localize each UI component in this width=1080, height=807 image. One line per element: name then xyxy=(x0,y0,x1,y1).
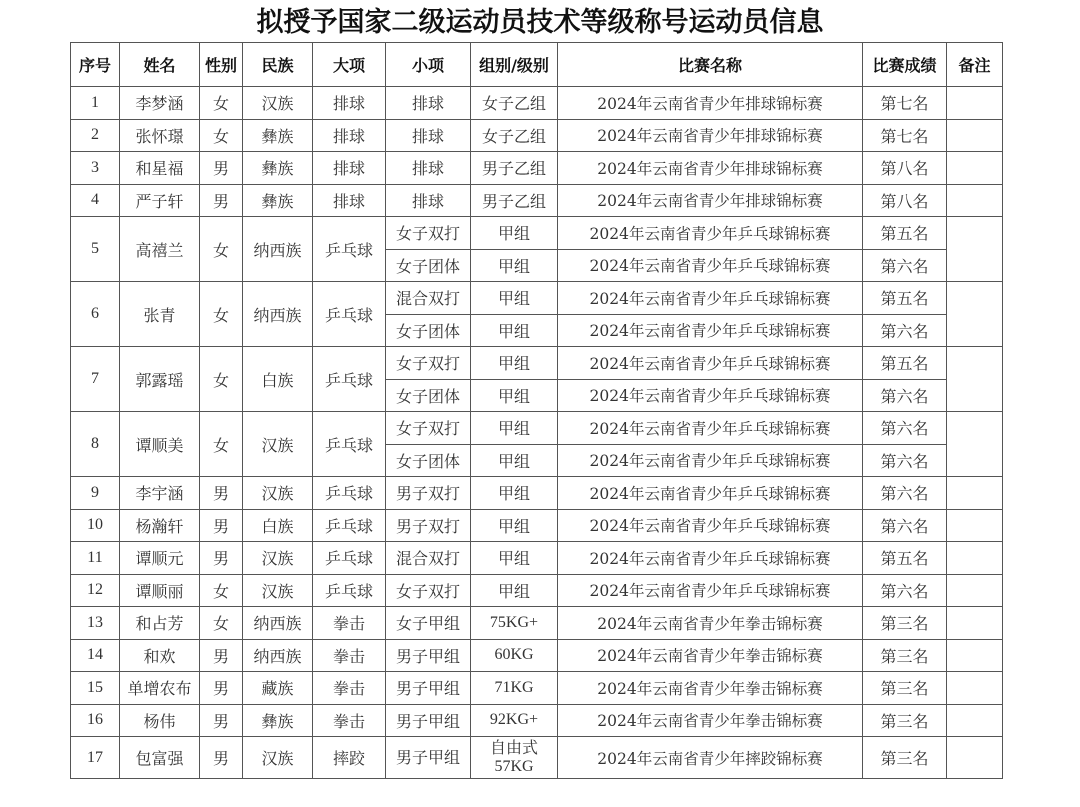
col-header-result: 比赛成绩 xyxy=(863,43,947,87)
table-row xyxy=(71,737,1003,779)
cell-ethnicity: 白族 xyxy=(243,509,313,542)
cell-result: 第三名 xyxy=(863,672,947,705)
cell-result: 第八名 xyxy=(863,184,947,217)
cell-ethnicity: 彝族 xyxy=(243,152,313,185)
cell-sport: 乒乓球 xyxy=(313,282,386,347)
cell-ethnicity: 彝族 xyxy=(243,184,313,217)
col-header-event: 小项 xyxy=(386,43,471,87)
cell-no: 16 xyxy=(71,704,120,737)
cell-remarks xyxy=(947,607,1003,640)
cell-gender: 女 xyxy=(200,607,243,640)
cell-remarks xyxy=(947,737,1003,779)
cell-event: 排球 xyxy=(386,87,471,120)
cell-no: 17 xyxy=(71,737,120,779)
cell-event: 男子甲组 xyxy=(386,639,471,672)
cell-ethnicity: 白族 xyxy=(243,347,313,412)
cell-event: 女子甲组 xyxy=(386,607,471,640)
table-row xyxy=(71,217,1003,250)
cell-competition: 2024年云南省青少年乒乓球锦标赛 xyxy=(558,282,863,315)
cell-no: 3 xyxy=(71,152,120,185)
cell-result: 第七名 xyxy=(863,119,947,152)
cell-event: 排球 xyxy=(386,184,471,217)
cell-name: 李宇涵 xyxy=(120,477,200,510)
cell-result: 第六名 xyxy=(863,314,947,347)
cell-remarks xyxy=(947,672,1003,705)
cell-sport: 乒乓球 xyxy=(313,542,386,575)
cell-name: 杨瀚轩 xyxy=(120,509,200,542)
cell-no: 8 xyxy=(71,412,120,477)
cell-sport: 拳击 xyxy=(313,672,386,705)
cell-remarks xyxy=(947,217,1003,282)
cell-no: 5 xyxy=(71,217,120,282)
cell-gender: 女 xyxy=(200,347,243,412)
cell-group: 男子乙组 xyxy=(471,152,558,185)
cell-event: 男子双打 xyxy=(386,509,471,542)
table-row xyxy=(71,477,1003,510)
cell-gender: 男 xyxy=(200,152,243,185)
cell-name: 杨伟 xyxy=(120,704,200,737)
cell-group: 甲组 xyxy=(471,542,558,575)
cell-group: 甲组 xyxy=(471,444,558,477)
table-row xyxy=(71,607,1003,640)
cell-event: 女子团体 xyxy=(386,249,471,282)
cell-name: 和星福 xyxy=(120,152,200,185)
cell-no: 10 xyxy=(71,509,120,542)
cell-remarks xyxy=(947,119,1003,152)
cell-gender: 男 xyxy=(200,477,243,510)
cell-event: 女子双打 xyxy=(386,217,471,250)
cell-event: 女子双打 xyxy=(386,412,471,445)
cell-competition: 2024年云南省青少年拳击锦标赛 xyxy=(558,704,863,737)
cell-sport: 乒乓球 xyxy=(313,574,386,607)
cell-competition: 2024年云南省青少年乒乓球锦标赛 xyxy=(558,249,863,282)
cell-ethnicity: 汉族 xyxy=(243,87,313,120)
cell-result: 第五名 xyxy=(863,282,947,315)
table-row xyxy=(71,704,1003,737)
cell-ethnicity: 汉族 xyxy=(243,477,313,510)
cell-result: 第六名 xyxy=(863,412,947,445)
cell-sport: 摔跤 xyxy=(313,737,386,779)
cell-remarks xyxy=(947,542,1003,575)
cell-competition: 2024年云南省青少年摔跤锦标赛 xyxy=(558,737,863,779)
cell-name: 高禧兰 xyxy=(120,217,200,282)
cell-ethnicity: 藏族 xyxy=(243,672,313,705)
cell-sport: 乒乓球 xyxy=(313,347,386,412)
cell-competition: 2024年云南省青少年乒乓球锦标赛 xyxy=(558,509,863,542)
cell-gender: 男 xyxy=(200,737,243,779)
cell-event: 混合双打 xyxy=(386,282,471,315)
cell-group: 92KG+ xyxy=(471,704,558,737)
cell-group: 甲组 xyxy=(471,217,558,250)
table-row xyxy=(71,412,1003,445)
cell-result: 第六名 xyxy=(863,444,947,477)
cell-competition: 2024年云南省青少年乒乓球锦标赛 xyxy=(558,347,863,380)
cell-remarks xyxy=(947,152,1003,185)
cell-remarks xyxy=(947,412,1003,477)
cell-competition: 2024年云南省青少年排球锦标赛 xyxy=(558,152,863,185)
cell-gender: 男 xyxy=(200,509,243,542)
cell-result: 第三名 xyxy=(863,704,947,737)
cell-sport: 拳击 xyxy=(313,607,386,640)
cell-result: 第五名 xyxy=(863,217,947,250)
cell-remarks xyxy=(947,282,1003,347)
cell-group: 女子乙组 xyxy=(471,87,558,120)
athlete-table xyxy=(70,42,1003,779)
table-row xyxy=(71,347,1003,380)
cell-competition: 2024年云南省青少年排球锦标赛 xyxy=(558,119,863,152)
cell-ethnicity: 纳西族 xyxy=(243,607,313,640)
cell-competition: 2024年云南省青少年拳击锦标赛 xyxy=(558,672,863,705)
cell-group: 甲组 xyxy=(471,347,558,380)
cell-competition: 2024年云南省青少年乒乓球锦标赛 xyxy=(558,444,863,477)
cell-group: 甲组 xyxy=(471,379,558,412)
cell-name: 谭顺丽 xyxy=(120,574,200,607)
cell-group: 75KG+ xyxy=(471,607,558,640)
col-header-competition: 比赛名称 xyxy=(558,43,863,87)
cell-no: 9 xyxy=(71,477,120,510)
col-header-group: 组别/级别 xyxy=(471,43,558,87)
cell-group: 甲组 xyxy=(471,314,558,347)
cell-ethnicity: 汉族 xyxy=(243,412,313,477)
cell-name: 严子轩 xyxy=(120,184,200,217)
cell-result: 第六名 xyxy=(863,249,947,282)
cell-sport: 排球 xyxy=(313,119,386,152)
cell-name: 郭露瑶 xyxy=(120,347,200,412)
cell-ethnicity: 汉族 xyxy=(243,542,313,575)
cell-result: 第三名 xyxy=(863,607,947,640)
cell-gender: 男 xyxy=(200,184,243,217)
col-header-gender: 性别 xyxy=(200,43,243,87)
cell-sport: 排球 xyxy=(313,184,386,217)
table-row xyxy=(71,152,1003,185)
cell-no: 2 xyxy=(71,119,120,152)
cell-result: 第三名 xyxy=(863,737,947,779)
cell-competition: 2024年云南省青少年乒乓球锦标赛 xyxy=(558,477,863,510)
cell-group: 60KG xyxy=(471,639,558,672)
cell-ethnicity: 汉族 xyxy=(243,574,313,607)
cell-gender: 女 xyxy=(200,574,243,607)
cell-ethnicity: 彝族 xyxy=(243,704,313,737)
cell-name: 李梦涵 xyxy=(120,87,200,120)
cell-group: 甲组 xyxy=(471,249,558,282)
cell-event: 排球 xyxy=(386,152,471,185)
cell-gender: 女 xyxy=(200,217,243,282)
cell-group: 女子乙组 xyxy=(471,119,558,152)
cell-event: 女子双打 xyxy=(386,574,471,607)
cell-gender: 女 xyxy=(200,282,243,347)
cell-remarks xyxy=(947,574,1003,607)
cell-event: 女子团体 xyxy=(386,444,471,477)
cell-event: 女子团体 xyxy=(386,379,471,412)
cell-gender: 男 xyxy=(200,639,243,672)
cell-name: 张怀璟 xyxy=(120,119,200,152)
cell-group: 男子乙组 xyxy=(471,184,558,217)
cell-name: 和欢 xyxy=(120,639,200,672)
cell-remarks xyxy=(947,477,1003,510)
col-header-sport: 大项 xyxy=(313,43,386,87)
cell-result: 第五名 xyxy=(863,542,947,575)
cell-name: 和占芳 xyxy=(120,607,200,640)
cell-event: 男子甲组 xyxy=(386,672,471,705)
cell-competition: 2024年云南省青少年排球锦标赛 xyxy=(558,87,863,120)
cell-no: 13 xyxy=(71,607,120,640)
cell-no: 1 xyxy=(71,87,120,120)
cell-no: 11 xyxy=(71,542,120,575)
cell-competition: 2024年云南省青少年乒乓球锦标赛 xyxy=(558,217,863,250)
cell-group: 自由式 57KG xyxy=(471,737,558,779)
cell-competition: 2024年云南省青少年乒乓球锦标赛 xyxy=(558,379,863,412)
cell-result: 第六名 xyxy=(863,477,947,510)
cell-result: 第六名 xyxy=(863,574,947,607)
cell-remarks xyxy=(947,347,1003,412)
table-row xyxy=(71,639,1003,672)
cell-competition: 2024年云南省青少年乒乓球锦标赛 xyxy=(558,574,863,607)
cell-competition: 2024年云南省青少年乒乓球锦标赛 xyxy=(558,314,863,347)
cell-event: 女子团体 xyxy=(386,314,471,347)
cell-event: 女子双打 xyxy=(386,347,471,380)
cell-no: 6 xyxy=(71,282,120,347)
col-header-name: 姓名 xyxy=(120,43,200,87)
cell-gender: 女 xyxy=(200,119,243,152)
cell-group: 甲组 xyxy=(471,574,558,607)
cell-group: 甲组 xyxy=(471,509,558,542)
cell-competition: 2024年云南省青少年拳击锦标赛 xyxy=(558,607,863,640)
cell-result: 第八名 xyxy=(863,152,947,185)
cell-gender: 女 xyxy=(200,87,243,120)
table-row xyxy=(71,87,1003,120)
cell-name: 谭顺元 xyxy=(120,542,200,575)
cell-competition: 2024年云南省青少年乒乓球锦标赛 xyxy=(558,542,863,575)
cell-event: 男子甲组 xyxy=(386,704,471,737)
cell-no: 4 xyxy=(71,184,120,217)
cell-no: 12 xyxy=(71,574,120,607)
table-row xyxy=(71,542,1003,575)
cell-ethnicity: 纳西族 xyxy=(243,282,313,347)
cell-ethnicity: 纳西族 xyxy=(243,639,313,672)
col-header-remarks: 备注 xyxy=(947,43,1003,87)
cell-group: 甲组 xyxy=(471,282,558,315)
cell-result: 第五名 xyxy=(863,347,947,380)
cell-event: 男子双打 xyxy=(386,477,471,510)
cell-remarks xyxy=(947,704,1003,737)
cell-no: 15 xyxy=(71,672,120,705)
table-row xyxy=(71,574,1003,607)
cell-competition: 2024年云南省青少年排球锦标赛 xyxy=(558,184,863,217)
cell-sport: 排球 xyxy=(313,152,386,185)
col-header-ethnicity: 民族 xyxy=(243,43,313,87)
cell-sport: 乒乓球 xyxy=(313,477,386,510)
table-row xyxy=(71,184,1003,217)
cell-result: 第六名 xyxy=(863,379,947,412)
cell-result: 第三名 xyxy=(863,639,947,672)
cell-remarks xyxy=(947,87,1003,120)
cell-gender: 男 xyxy=(200,542,243,575)
cell-gender: 女 xyxy=(200,412,243,477)
page-title: 拟授予国家二级运动员技术等级称号运动员信息 xyxy=(256,7,824,38)
table-row xyxy=(71,509,1003,542)
cell-gender: 男 xyxy=(200,672,243,705)
cell-group: 甲组 xyxy=(471,477,558,510)
cell-remarks xyxy=(947,639,1003,672)
cell-sport: 乒乓球 xyxy=(313,217,386,282)
cell-event: 混合双打 xyxy=(386,542,471,575)
cell-sport: 拳击 xyxy=(313,639,386,672)
cell-remarks xyxy=(947,509,1003,542)
cell-result: 第七名 xyxy=(863,87,947,120)
cell-result: 第六名 xyxy=(863,509,947,542)
cell-ethnicity: 彝族 xyxy=(243,119,313,152)
cell-competition: 2024年云南省青少年拳击锦标赛 xyxy=(558,639,863,672)
cell-name: 单增农布 xyxy=(120,672,200,705)
cell-event: 男子甲组 xyxy=(386,737,471,779)
table-row xyxy=(71,282,1003,315)
cell-remarks xyxy=(947,184,1003,217)
cell-no: 7 xyxy=(71,347,120,412)
cell-sport: 排球 xyxy=(313,87,386,120)
cell-competition: 2024年云南省青少年乒乓球锦标赛 xyxy=(558,412,863,445)
cell-sport: 乒乓球 xyxy=(313,412,386,477)
table-body xyxy=(71,87,1003,779)
cell-no: 14 xyxy=(71,639,120,672)
table-row xyxy=(71,672,1003,705)
cell-sport: 乒乓球 xyxy=(313,509,386,542)
cell-group: 71KG xyxy=(471,672,558,705)
cell-name: 张青 xyxy=(120,282,200,347)
cell-name: 谭顺美 xyxy=(120,412,200,477)
cell-ethnicity: 纳西族 xyxy=(243,217,313,282)
table-row xyxy=(71,119,1003,152)
cell-group: 甲组 xyxy=(471,412,558,445)
cell-name: 包富强 xyxy=(120,737,200,779)
header-row xyxy=(71,43,1003,87)
cell-ethnicity: 汉族 xyxy=(243,737,313,779)
cell-gender: 男 xyxy=(200,704,243,737)
cell-event: 排球 xyxy=(386,119,471,152)
cell-sport: 拳击 xyxy=(313,704,386,737)
col-header-no: 序号 xyxy=(71,43,120,87)
